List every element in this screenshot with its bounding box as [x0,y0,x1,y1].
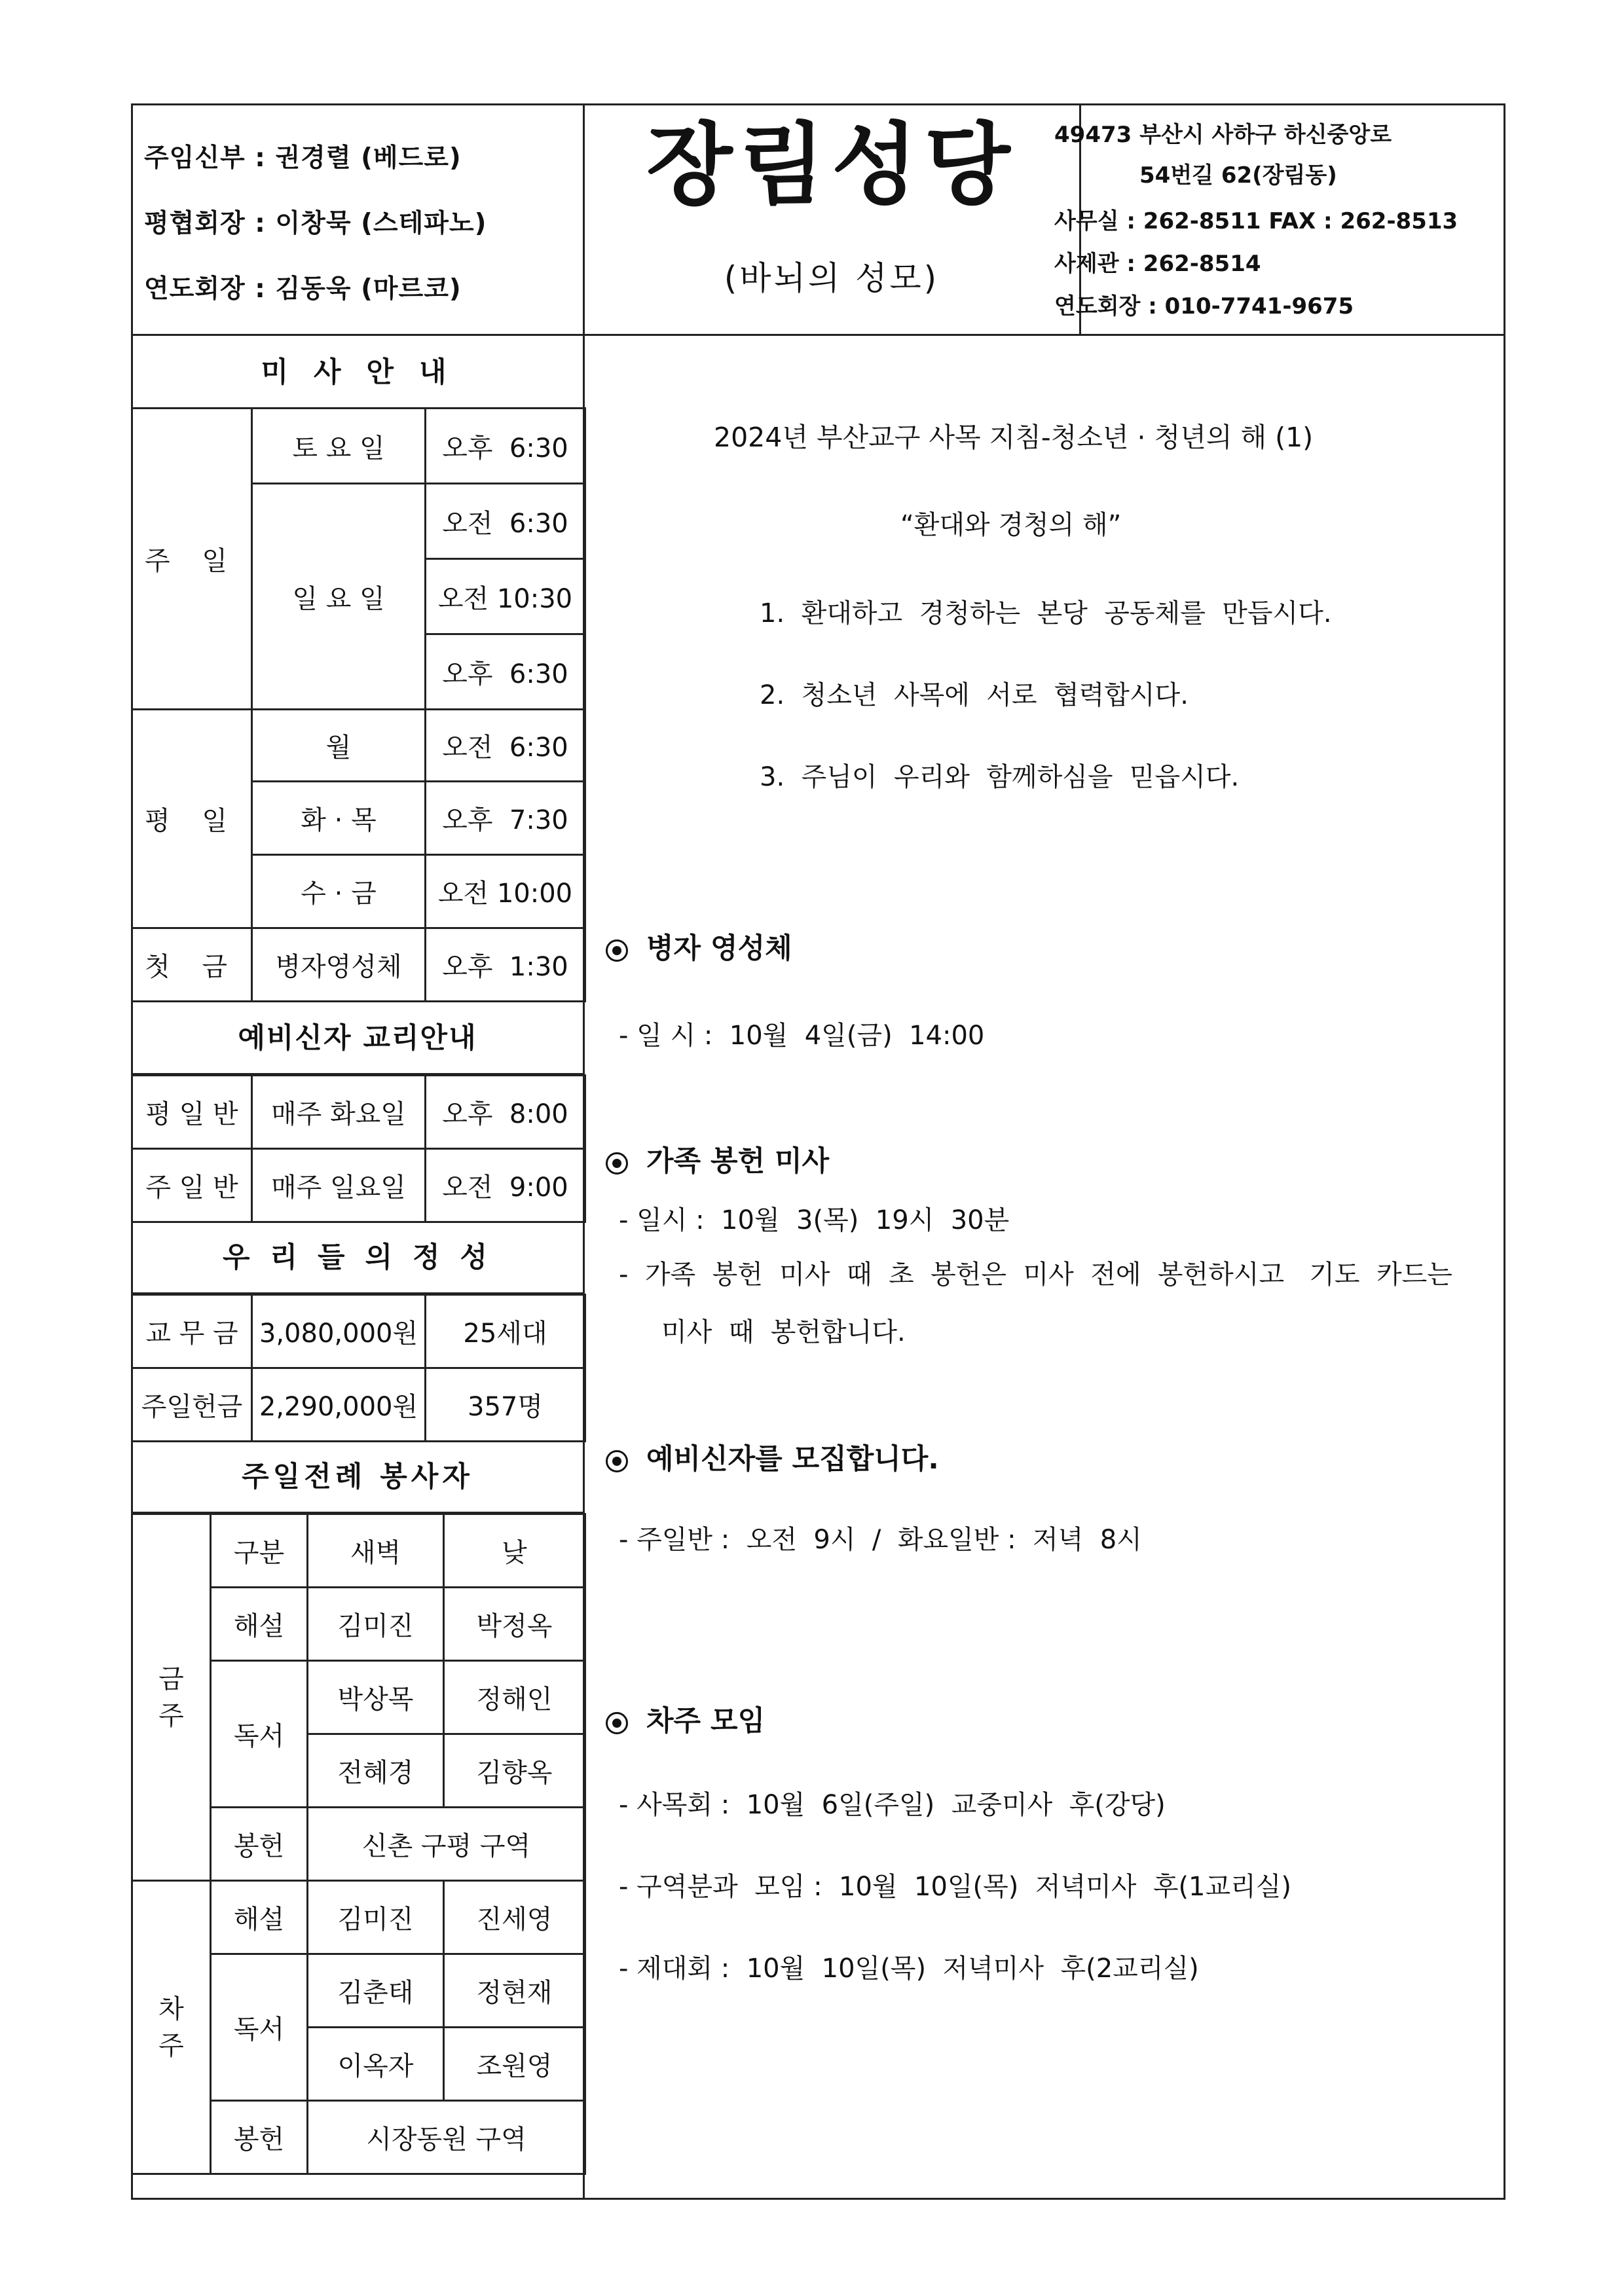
this-week-label: 금 주 [132,1514,211,1881]
officer-pastor: 주임신부 : 권경렬 (베드로) [144,143,462,173]
monday-label: 월 [252,710,426,782]
catechumen-class: 평 일 반 [132,1076,252,1149]
sunday-time-3: 오후 6:30 [426,634,585,710]
server-name: 김향옥 [444,1734,585,1808]
next-week-meetings-section: 차주 모임 [606,1699,765,1739]
catechumen-class: 주 일 반 [132,1149,252,1222]
catechumen-time: 오후 8:00 [426,1076,585,1149]
offertory-group: 시장동원 구역 [308,2101,585,2174]
catechumen-day: 매주 일요일 [252,1149,426,1222]
commentary-label: 해설 [211,1881,308,1954]
catechumen-heading: 예비신자 교리안내 [131,1002,584,1075]
server-name: 전혜경 [308,1734,444,1808]
family-mass-section: 가족 봉헌 미사 [606,1139,829,1179]
family-mass-line: - 일시 : 10월 3(목) 19시 30분 [619,1205,1010,1235]
sick-communion-section: 병자 영성체 [606,926,792,966]
reading-label: 독서 [211,1661,308,1808]
pastoral-item: 3. 주님이 우리와 함께하심을 믿읍시다. [760,762,1240,792]
sunday-label: 주 일 [132,409,252,710]
catechumen-day: 매주 화요일 [252,1076,426,1149]
meeting-line: - 제대회 : 10월 10일(목) 저녁미사 후(2교리실) [619,1954,1199,1984]
recruit-line: - 주일반 : 오전 9시 / 화요일반 : 저녁 8시 [619,1525,1142,1555]
server-name: 진세영 [444,1881,585,1954]
saturday-label: 토 요 일 [252,409,426,484]
sick-communion-time: 오후 1:30 [426,928,585,1002]
servers-table [131,1513,586,2175]
offering-label: 주일헌금 [132,1368,252,1442]
pastoral-quote: “환대와 경청의 해” [900,510,1122,540]
pastoral-item: 1. 환대하고 경청하는 본당 공동체를 만듭시다. [760,598,1332,629]
sick-communion-label: 병자영성체 [252,928,426,1002]
officer-council: 평협회장 : 이창묵 (스테파노) [144,209,487,238]
commentary-label: 해설 [211,1588,308,1661]
rectory-phone: 사제관 : 262-8514 [1054,251,1261,277]
server-name: 조원영 [444,2028,585,2101]
offertory-label: 봉헌 [211,2101,308,2174]
server-name: 이옥자 [308,2028,444,2101]
mass-guide-heading: 미 사 안 내 [131,336,584,409]
pastoral-title: 2024년 부산교구 사목 지침-청소년 · 청년의 해 (1) [714,422,1314,453]
church-title: 장림성당 [646,114,1017,217]
address-line1: 49473 부산시 사하구 하신중앙로 [1054,122,1392,148]
office-phone: 사무실 : 262-8511 FAX : 262-8513 [1054,208,1458,234]
address-line2: 54번길 62(장림동) [1139,162,1337,189]
tue-thu-label: 화 · 목 [252,782,426,855]
catechumen-time: 오전 9:00 [426,1149,585,1222]
next-week-label: 차 주 [132,1881,211,2174]
family-mass-line: - 가족 봉헌 미사 때 초 봉헌은 미사 전에 봉헌하시고 기도 카드는 [619,1260,1452,1290]
meeting-line: - 구역분과 모임 : 10월 10일(목) 저녁미사 후(1교리실) [619,1872,1292,1902]
bullet-icon [606,1152,628,1175]
weekday-label: 평 일 [132,710,252,928]
col-day: 낮 [444,1514,585,1588]
monday-time: 오전 6:30 [426,710,585,782]
server-name: 정현재 [444,1954,585,2028]
pastoral-item: 2. 청소년 사목에 서로 협력합시다. [760,680,1189,710]
sick-communion-line: - 일 시 : 10월 4일(금) 14:00 [619,1021,985,1051]
first-friday-label: 첫 금 [132,928,252,1002]
offering-count: 25세대 [426,1295,585,1368]
tue-thu-time: 오후 7:30 [426,782,585,855]
sunday-time-2: 오전 10:30 [426,559,585,634]
catechumen-table [131,1074,586,1223]
col-type: 구분 [211,1514,308,1588]
recruit-section: 예비신자를 모집합니다. [606,1437,939,1477]
church-subtitle: (바뇌의 성모) [724,259,940,297]
server-name: 박상목 [308,1661,444,1734]
mass-schedule-table [131,407,586,1002]
reading-label: 독서 [211,1954,308,2101]
offering-table [131,1294,586,1442]
bullet-icon [606,1712,628,1734]
sunday-time-1: 오전 6:30 [426,484,585,559]
yeondo-phone: 연도회장 : 010-7741-9675 [1054,293,1354,319]
server-name: 김춘태 [308,1954,444,2028]
offertory-group: 신촌 구평 구역 [308,1808,585,1881]
server-name: 김미진 [308,1588,444,1661]
offering-count: 357명 [426,1368,585,1442]
col-dawn: 새벽 [308,1514,444,1588]
sunday-day-label: 일 요 일 [252,484,426,710]
saturday-time: 오후 6:30 [426,409,585,484]
offering-heading: 우 리 들 의 정 성 [131,1221,584,1294]
bullet-icon [606,1450,628,1472]
family-mass-line: 미사 때 봉헌합니다. [661,1317,906,1347]
server-name: 김미진 [308,1881,444,1954]
server-name: 박정옥 [444,1588,585,1661]
offertory-label: 봉헌 [211,1808,308,1881]
server-name: 정해인 [444,1661,585,1734]
officer-yeondo: 연도회장 : 김동욱 (마르코) [144,274,462,304]
servers-heading: 주일전례 봉사자 [131,1440,584,1514]
offering-amount: 2,290,000원 [252,1368,426,1442]
wed-fri-time: 오전 10:00 [426,855,585,928]
bullet-icon [606,939,628,962]
offering-label: 교 무 금 [132,1295,252,1368]
wed-fri-label: 수 · 금 [252,855,426,928]
meeting-line: - 사목회 : 10월 6일(주일) 교중미사 후(강당) [619,1790,1166,1820]
offering-amount: 3,080,000원 [252,1295,426,1368]
